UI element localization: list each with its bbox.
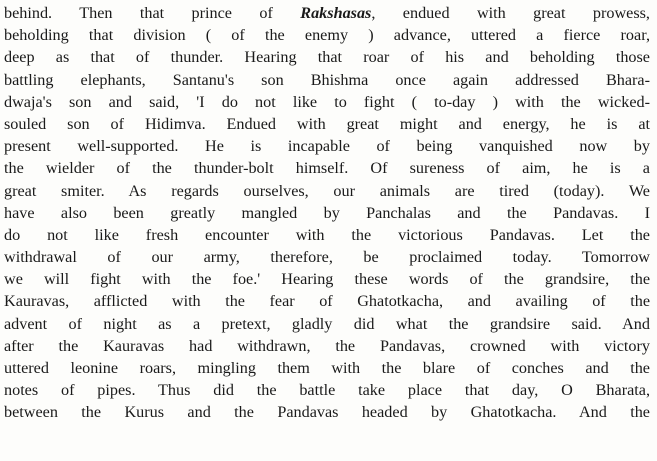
text-line: beholding that division ( of the enemy ) advance, uttered a fierce roar,: [4, 26, 650, 45]
text-line: great smiter. As regards ourselves, our animals are tired (today). We: [4, 181, 650, 200]
body-text: [4, 2, 650, 424]
text-line: uttered leonine roars, mingling them with the blare of conches and the: [4, 359, 650, 377]
text-line: notes of pipes. Thus did the battle take place that day, O Bharata,: [4, 381, 650, 400]
text-line: deep as that of thunder. Hearing that roar of his and beholding those: [4, 48, 650, 67]
text-line: souled son of Hidimva. Endued with great might and energy, he is at: [4, 114, 650, 133]
text-line: between the Kurus and the Pandavas headed by Ghatotkacha. And the: [4, 403, 650, 422]
text-span: behind. Then that prince of: [4, 4, 301, 22]
text-line: do not like fresh encounter with the victorious Pandavas. Let the: [4, 225, 650, 244]
text-line: withdrawal of our army, therefore, be proclaimed today. Tomorrow: [4, 248, 650, 267]
text-line: dwaja's son and said, 'I do not like to fight ( to-day ) with the wicked-: [4, 92, 650, 111]
emphasized-word: Rakshasas: [300, 4, 372, 22]
text-line: after the Kauravas had withdrawn, the Pandavas, crowned with victory: [4, 336, 650, 355]
text-line: we will fight with the foe.' Hearing these words of the grandsire, the: [4, 270, 650, 289]
text-line: have also been greatly mangled by Panchalas and the Pandavas. I: [4, 203, 650, 222]
text-span: , endued with great prowess,: [371, 4, 650, 22]
text-line: Kauravas, afflicted with the fear of Ghatotkacha, and availing of the: [4, 292, 650, 311]
text-line: the wielder of the thunder-bolt himself. Of sureness of aim, he is a: [4, 159, 650, 178]
text-line: advent of night as a pretext, gladly did what the grandsire said. And: [4, 314, 650, 333]
text-line: present well-supported. He is incapable of being vanquished now by: [4, 137, 650, 156]
text-line: battling elephants, Santanu's son Bhishma once again addressed Bhara-: [4, 70, 650, 89]
text-line: [4, 2, 650, 24]
